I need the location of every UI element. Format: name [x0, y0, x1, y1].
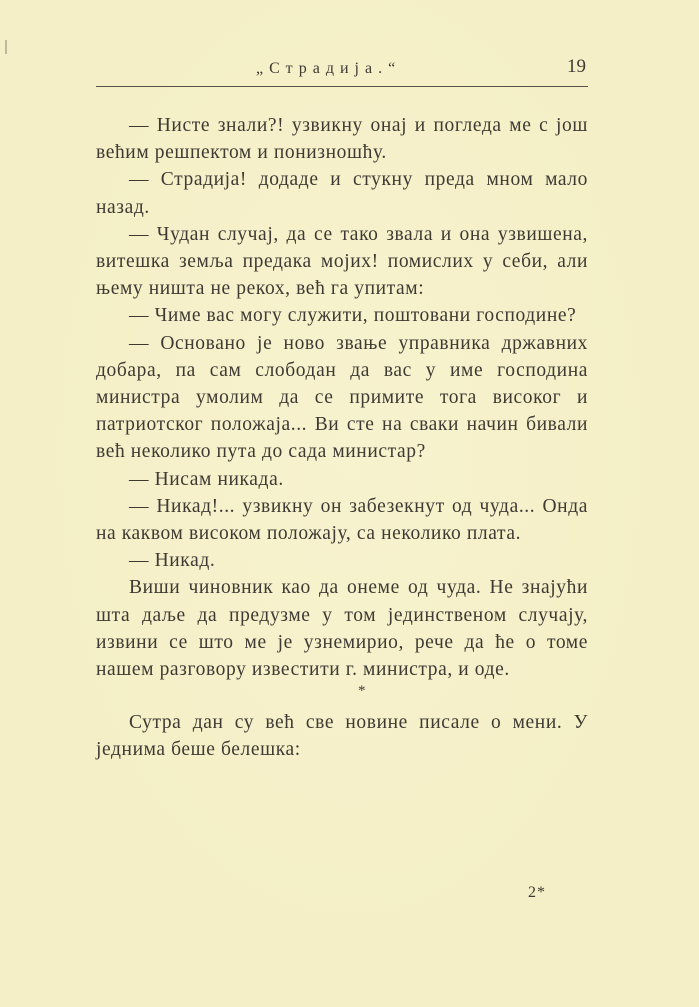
section-ornament: *	[357, 683, 367, 700]
paragraph: — Чиме вас могу служити, поштовани господине?	[129, 305, 577, 327]
body-text	[96, 112, 588, 764]
paragraph: — Чудан случај, да се тако звала и она узвишена, витешка земља предака мојих! помислих у себи, али њему ништа не рекох, већ га упитам:	[96, 223, 588, 300]
page-header	[96, 58, 588, 87]
paragraph: Сутра дан су већ све новине писале о мени. У једнима беше белешка:	[96, 712, 588, 761]
paragraph: — Никад.	[129, 550, 216, 572]
signature-mark: 2*	[528, 884, 546, 901]
paragraph: — Нисте знали?! узвикну онај и погледа ме с још већим решпектом и понизношћу.	[96, 115, 588, 164]
paragraph: — Нисам никада.	[129, 468, 284, 490]
running-title: „Страдија.“	[256, 60, 402, 77]
paragraph: — Основано је ново звање управника државних добара, па сам слободан да вас у име господина министра умолим да се примите тога високог и патриотског положаја... Ви сте на сваки начин бивали већ неколико пута до сада министар?	[96, 332, 588, 463]
page-number: 19	[567, 56, 586, 77]
gutter-mark	[5, 40, 7, 54]
paragraph: — Никад!... узвикну он забезекнут од чуда... Онда на каквом високом положају, са неколико плата.	[96, 495, 588, 545]
paragraph: Виши чиновник као да онеме од чуда. Не знајући шта даље да предузме у том јединственом случају, извини се што ме је узнемирио, рече да ће о томе нашем разговору известити г. министра, и оде.	[96, 577, 588, 681]
paragraph: — Страдија! додаде и стукну преда мном мало назад.	[96, 169, 588, 218]
